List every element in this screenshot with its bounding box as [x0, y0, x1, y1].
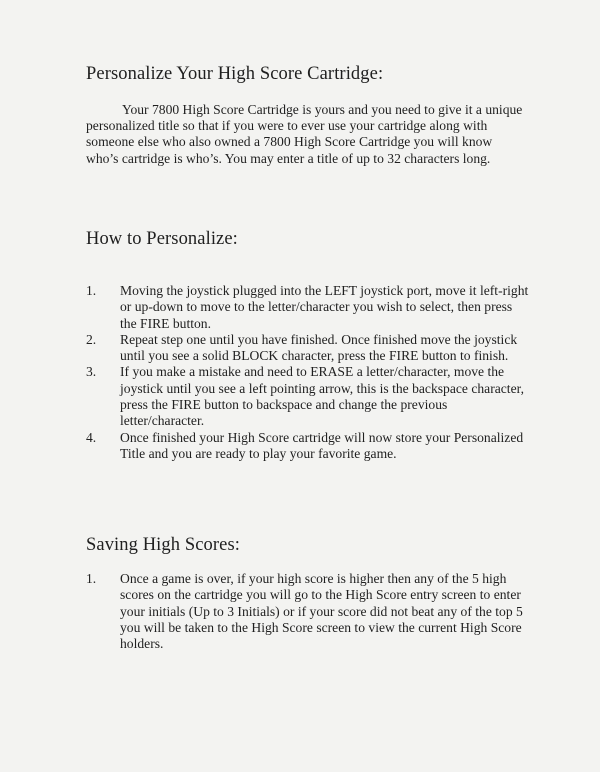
step-number: 1.	[86, 571, 97, 586]
list-item	[86, 571, 531, 652]
step-text: Repeat step one until you have finished. Once finished move the joystick until you see a solid BLOCK character, press the FIRE button to finish.	[120, 331, 518, 364]
section-title-how-to: How to Personalize:	[86, 229, 238, 249]
step-text: Once a game is over, if your high score is higher then any of the 5 high scores on the cartridge you will go to the High Score entry screen to enter your initials (Up to 3 Initials) or if your score did not beat any of the top 5 you will be taken to the High Score screen to view the current High Score holders.	[120, 571, 523, 652]
list-item	[86, 332, 531, 365]
step-number: 2.	[86, 331, 97, 347]
how-to-steps-list	[86, 283, 531, 462]
personalize-paragraph	[86, 102, 526, 167]
saving-steps-list	[86, 571, 531, 652]
step-text: Once finished your High Score cartridge will now store your Personalized Title and you are ready to play your favorite game.	[120, 429, 524, 461]
step-text: Moving the joystick plugged into the LEFT joystick port, move it left-right or up-down to move to the letter/character you wish to select, then press the FIRE button.	[120, 283, 529, 331]
section-title-personalize: Personalize Your High Score Cartridge:	[86, 64, 384, 84]
section-title-saving: Saving High Scores:	[86, 535, 241, 555]
step-number: 4.	[86, 429, 97, 445]
list-item	[86, 283, 531, 332]
step-text: If you make a mistake and need to ERASE a letter/character, move the joystick until you see a left pointing arrow, this is the backspace character, press the FIRE button to backspace and change the previous letter/character.	[120, 364, 524, 429]
step-number: 1.	[86, 283, 97, 298]
list-item	[86, 364, 531, 429]
personalize-body: Your 7800 High Score Cartridge is yours and you need to give it a unique personalized title so that if you were to ever use your cartridge along with someone else who also owned a 7800 High Score Cartridge you will know who’s cartridge is who’s. You may enter a title of up to 32 characters long.	[86, 102, 523, 166]
list-item	[86, 430, 531, 463]
step-number: 3.	[86, 364, 97, 380]
